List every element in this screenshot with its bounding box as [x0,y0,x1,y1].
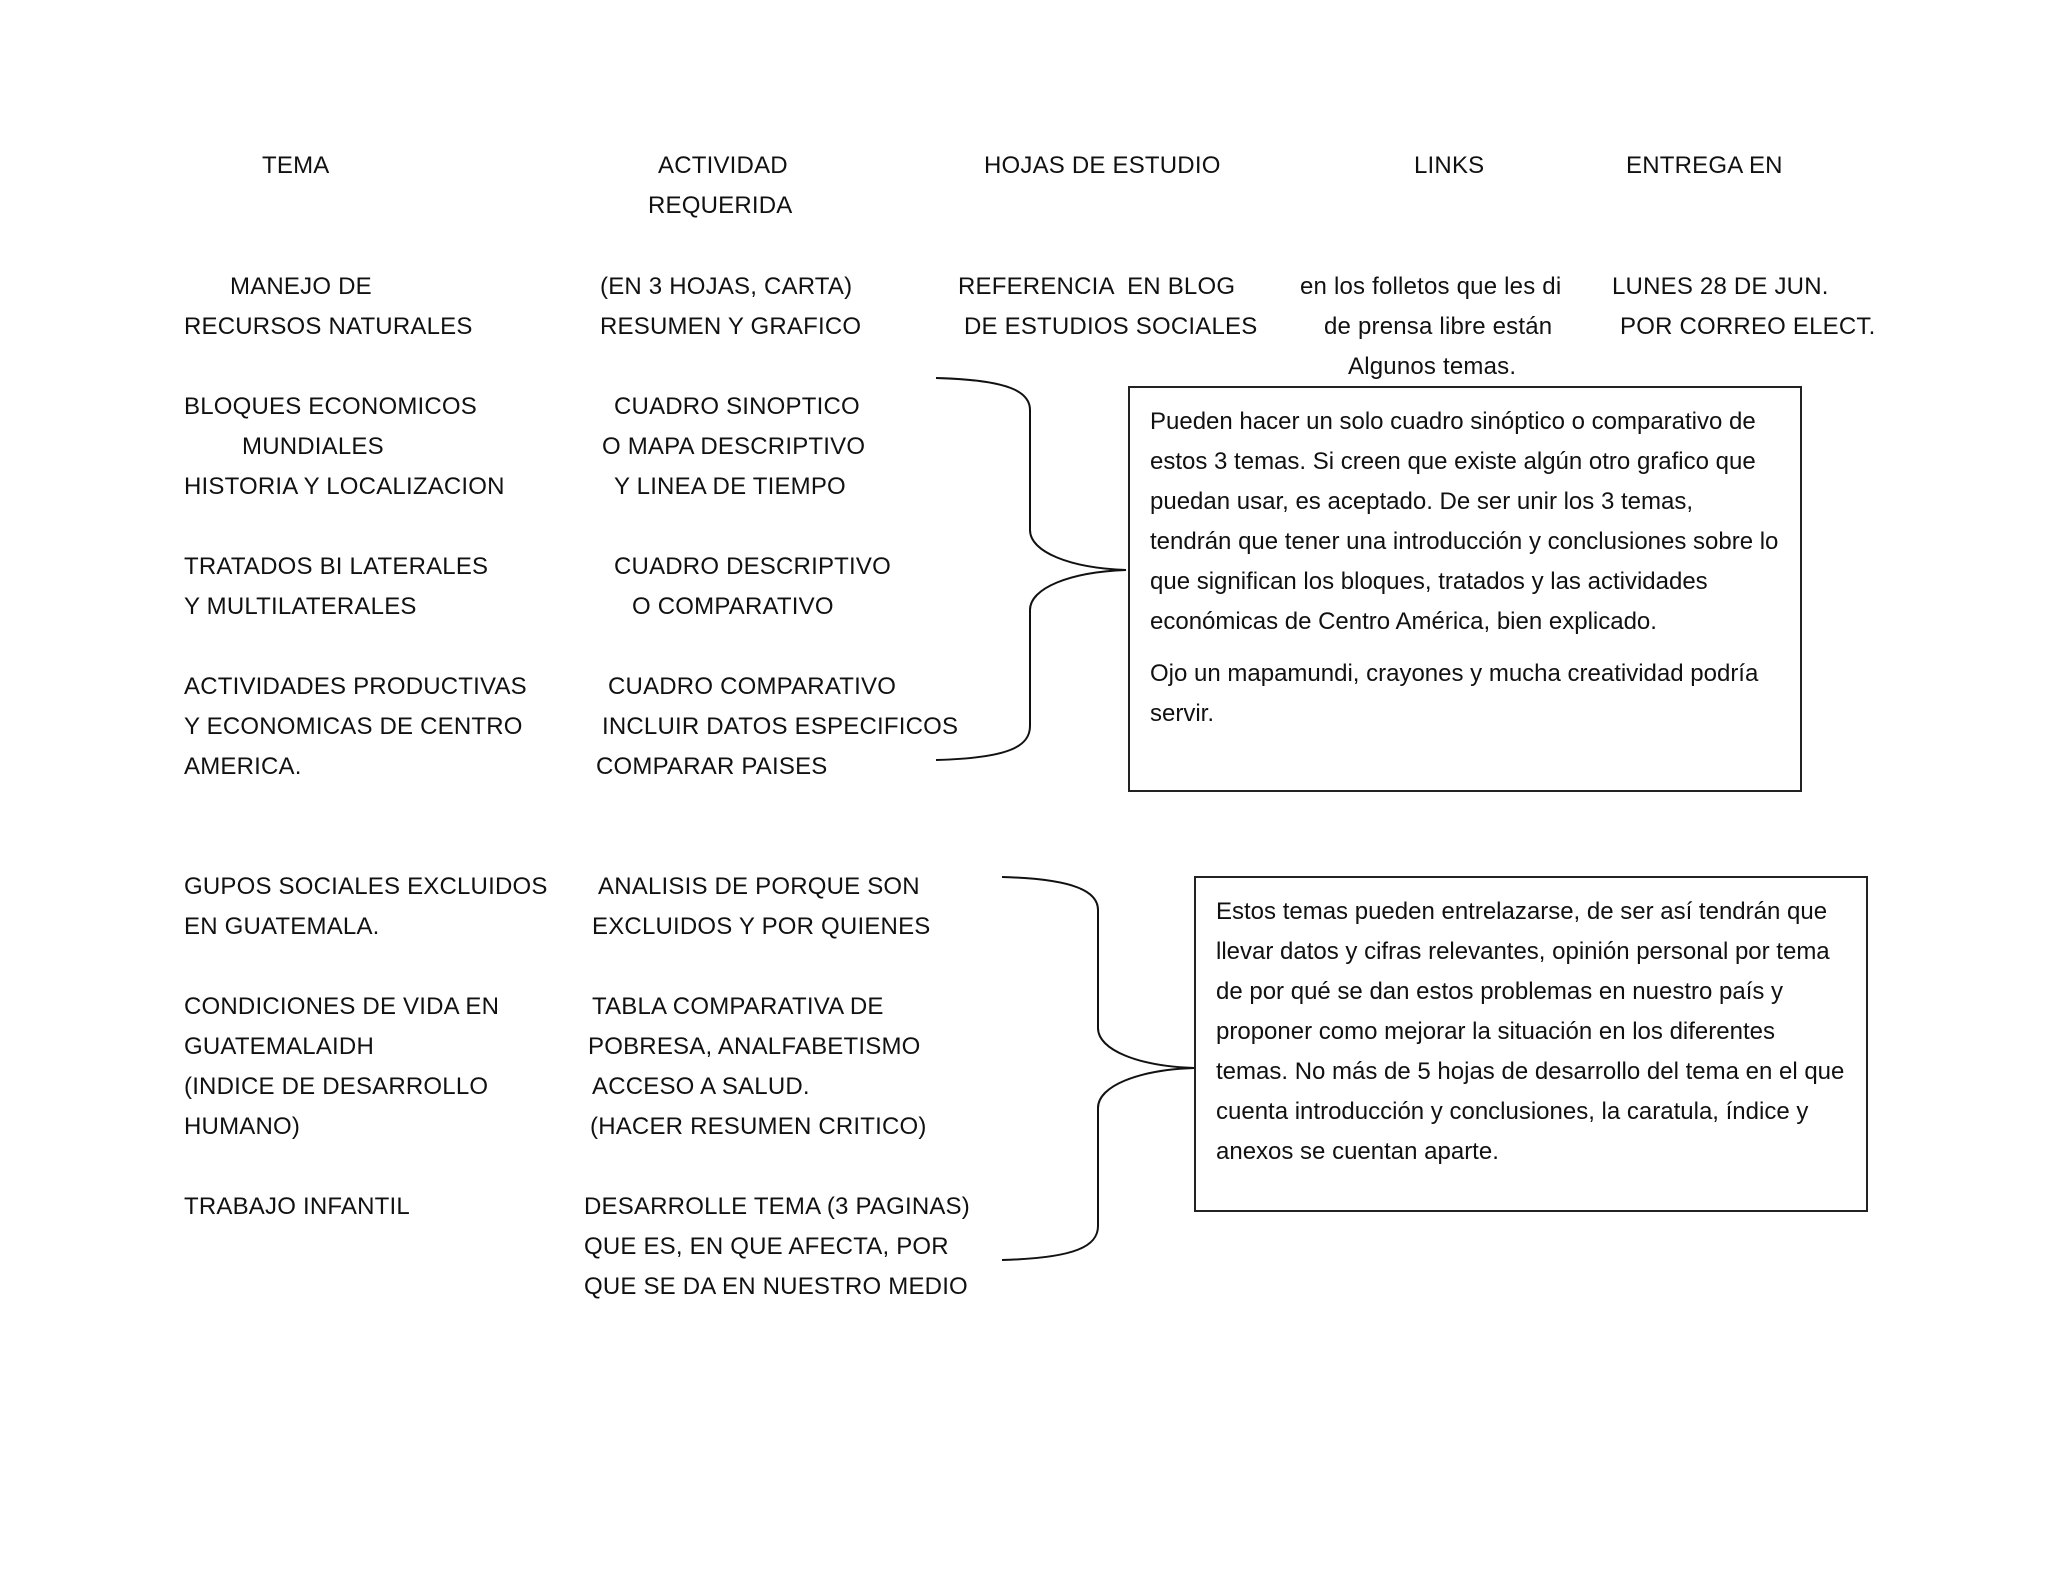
g2-topic2-tema-line3: (INDICE DE DESARROLLO [184,1073,489,1100]
header-links: LINKS [1414,152,1485,179]
g1-topic1-actividad-line3: Y LINEA DE TIEMPO [614,473,846,500]
group2-brace-path [1002,877,1194,1260]
header-hojas: HOJAS DE ESTUDIO [984,152,1221,179]
header-actividad-line2: REQUERIDA [648,192,793,219]
group1-note-paragraph: Pueden hacer un solo cuadro sinóptico o comparativo de estos 3 temas. Si creen que existe algún otro grafico que puedan usar, es aceptado. De ser unir los 3 temas, tendrán que tener una introducción y conclusiones sobre lo que significan los bloques, tratados y las actividades económicas de Centro América, bien explicado. [1150,408,1779,635]
g1-topic3-tema-line2: Y ECONOMICAS DE CENTRO [184,713,523,740]
g1-topic3-actividad-line2: INCLUIR DATOS ESPECIFICOS [602,713,959,740]
g2-topic1-actividad-line1: ANALISIS DE PORQUE SON [598,873,920,900]
g2-topic2-tema-line4: HUMANO) [184,1113,301,1140]
g1-topic2-tema-line1: TRATADOS BI LATERALES [184,553,489,580]
row1-tema-line1: MANEJO DE [230,273,372,300]
g2-topic3-tema-line1: TRABAJO INFANTIL [184,1193,410,1220]
group2-note-box [1194,876,1868,1212]
g2-topic3-actividad-line3: QUE SE DA EN NUESTRO MEDIO [584,1273,968,1300]
row1-actividad-line2: RESUMEN Y GRAFICO [600,313,862,340]
g1-topic3-tema-line3: AMERICA. [184,753,302,780]
g1-topic2-actividad-line1: CUADRO DESCRIPTIVO [614,553,891,580]
g2-topic2-tema-line2: GUATEMALAIDH [184,1033,374,1060]
g1-topic3-actividad-line1: CUADRO COMPARATIVO [608,673,897,700]
g2-topic1-actividad-line2: EXCLUIDOS Y POR QUIENES [592,913,931,940]
row1-links-line1: en los folletos que les di [1300,273,1562,300]
g1-topic2-tema-line2: Y MULTILATERALES [184,593,417,620]
g2-topic2-actividad-line3: ACCESO A SALUD. [592,1073,810,1100]
g1-topic1-actividad-line2: O MAPA DESCRIPTIVO [602,433,866,460]
row1-hojas-line2: DE ESTUDIOS SOCIALES [964,313,1258,340]
g2-topic2-actividad-line2: POBRESA, ANALFABETISMO [588,1033,921,1060]
g1-topic2-actividad-line2: O COMPARATIVO [632,593,834,620]
header-tema: TEMA [262,152,330,179]
g2-topic3-actividad-line2: QUE ES, EN QUE AFECTA, POR [584,1233,949,1260]
header-actividad-line1: ACTIVIDAD [658,152,788,179]
g1-topic1-tema-line3: HISTORIA Y LOCALIZACION [184,473,505,500]
group2-note-paragraph: Estos temas pueden entrelazarse, de ser así tendrán que llevar datos y cifras relevantes, opinión personal por tema de por qué se dan estos problemas en nuestro país y proponer como mejorar la situación en los diferentes temas. No más de 5 hojas de desarrollo del tema en el que cuenta introducción y conclusiones, la caratula, índice y anexos se cuentan aparte. [1216,898,1845,1165]
row1-links-line3: Algunos temas. [1348,353,1517,380]
row1-actividad-line1: (EN 3 HOJAS, CARTA) [600,273,853,300]
g1-topic3-actividad-line3: COMPARAR PAISES [596,753,828,780]
row1-entrega-line2: POR CORREO ELECT. [1620,313,1876,340]
g2-topic2-actividad-line1: TABLA COMPARATIVA DE [592,993,884,1020]
row1-tema-line2: RECURSOS NATURALES [184,313,473,340]
g1-topic1-tema-line2: MUNDIALES [242,433,384,460]
g2-topic2-actividad-line4: (HACER RESUMEN CRITICO) [590,1113,927,1140]
row1-entrega-line1: LUNES 28 DE JUN. [1612,273,1829,300]
g2-topic2-tema-line1: CONDICIONES DE VIDA EN [184,993,500,1020]
g1-topic1-tema-line1: BLOQUES ECONOMICOS [184,393,477,420]
row1-hojas-line1: REFERENCIA EN BLOG [958,273,1236,300]
g2-topic3-actividad-line1: DESARROLLE TEMA (3 PAGINAS) [584,1193,970,1220]
row1-links-line2: de prensa libre están [1324,313,1553,340]
g2-topic1-tema-line2: EN GUATEMALA. [184,913,380,940]
group1-note-paragraph: Ojo un mapamundi, crayones y mucha creatividad podría servir. [1150,660,1759,727]
g2-topic1-tema-line1: GUPOS SOCIALES EXCLUIDOS [184,873,548,900]
g1-topic3-tema-line1: ACTIVIDADES PRODUCTIVAS [184,673,527,700]
header-entrega: ENTREGA EN [1626,152,1783,179]
g1-topic1-actividad-line1: CUADRO SINOPTICO [614,393,860,420]
